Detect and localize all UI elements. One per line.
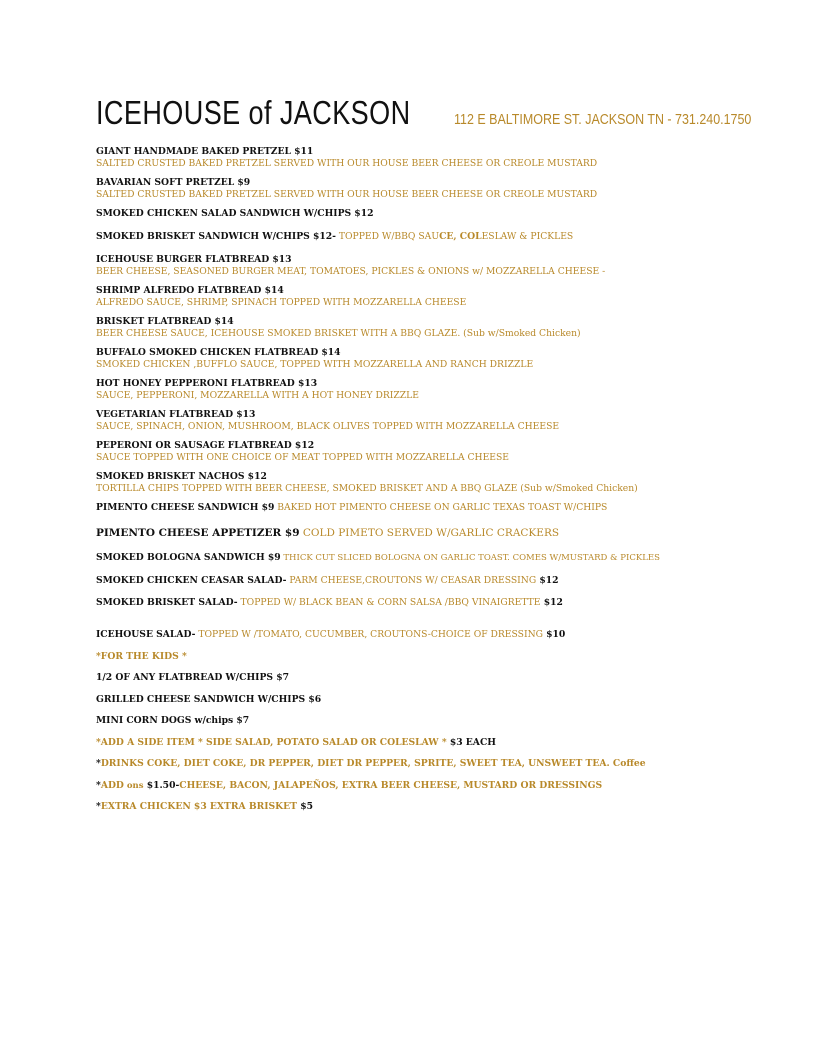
menu-item	[96, 208, 736, 220]
item-name: SHRIMP ALFREDO FLATBREAD $14	[96, 285, 284, 296]
item-description: TORTILLA CHIPS TOPPED WITH BEER CHEESE, SMOKED BRISKET AND A BBQ GLAZE (Sub w/Smoked Chicken)	[96, 483, 638, 494]
item-description: BAKED HOT PIMENTO CHEESE ON GARLIC TEXAS TOAST W/CHIPS	[274, 502, 608, 513]
restaurant-title: ICEHOUSE of JACKSON	[96, 94, 411, 131]
kids-item: 1/2 OF ANY FLATBREAD W/CHIPS $7	[96, 672, 289, 683]
item-description: TOPPED W /TOMATO, CUCUMBER, CROUTONS-CHOICE OF DRESSING	[195, 629, 543, 640]
item-description: TOPPED W/ BLACK BEAN & CORN SALSA /BBQ VINAIGRETTE	[237, 597, 541, 608]
restaurant-address: 112 E BALTIMORE ST. JACKSON TN - 731.240.1750	[453, 112, 751, 128]
menu-item	[96, 316, 736, 339]
item-description: THICK CUT SLICED BOLOGNA ON GARLIC TOAST. COMES W/MUSTARD & PICKLES	[280, 553, 660, 563]
item-price: $12	[536, 575, 559, 586]
item-name: SMOKED BRISKET SANDWICH W/CHIPS $12-	[96, 231, 336, 242]
menu-header	[96, 94, 751, 132]
item-name-with-inline-desc	[96, 502, 736, 514]
bullet-star: *	[96, 779, 101, 791]
bullet-star: *	[96, 801, 101, 812]
item-name: SMOKED CHICKEN CEASAR SALAD-	[96, 575, 287, 586]
item-name: PEPERONI OR SAUSAGE FLATBREAD $12	[96, 440, 315, 451]
item-name: ICEHOUSE BURGER FLATBREAD $13	[96, 254, 292, 265]
brisket-salad-line	[96, 597, 736, 609]
bullet-star: *	[96, 758, 101, 769]
item-description: SAUCE, SPINACH, ONION, MUSHROOM, BLACK OLIVES TOPPED WITH MOZZARELLA CHEESE	[96, 421, 560, 432]
menu-item	[96, 347, 736, 370]
addons-label-suffix: ons	[123, 780, 144, 791]
menu-item	[96, 502, 736, 514]
caesar-line	[96, 575, 736, 587]
extra-meat-text: EXTRA CHICKEN $3 EXTRA BRISKET	[100, 801, 298, 812]
side-line	[96, 737, 736, 749]
item-description: SAUCE TOPPED WITH ONE CHOICE OF MEAT TOPPED WITH MOZZARELLA CHEESE	[96, 452, 509, 463]
menu-page	[96, 94, 751, 823]
item-name: VEGETARIAN FLATBREAD $13	[96, 409, 256, 420]
kids-heading: *FOR THE KIDS *	[96, 650, 187, 662]
addons-text: CHEESE, BACON, JALAPEÑOS, EXTRA BEER CHEESE, MUSTARD OR DRESSINGS	[179, 779, 603, 791]
menu-item	[96, 146, 736, 169]
item-price: $10	[542, 629, 566, 640]
menu-item	[96, 254, 736, 277]
item-description: BEER CHEESE, SEASONED BURGER MEAT, TOMATOES, PICKLES & ONIONS w/ MOZZARELLA CHEESE -	[96, 266, 606, 277]
item-name: PIMENTO CHEESE SANDWICH $9	[96, 502, 275, 513]
item-description: SAUCE, PEPPERONI, MOZZARELLA WITH A HOT HONEY DRIZZLE	[96, 390, 419, 401]
item-description: COLD PIMETO SERVED W/GARLIC CRACKERS	[299, 527, 560, 539]
drinks-line	[96, 758, 736, 770]
item-description: SMOKED CHICKEN ,BUFFLO SAUCE, TOPPED WITH MOZZARELLA AND RANCH DRIZZLE	[96, 359, 534, 370]
addons-price: $1.50-	[143, 779, 180, 791]
appetizer-line	[96, 526, 736, 540]
extra-meat-price: $5	[297, 801, 313, 812]
addons-label: ADD	[100, 779, 124, 791]
item-description: ALFREDO SAUCE, SHRIMP, SPINACH TOPPED WITH MOZZARELLA CHEESE	[96, 297, 467, 308]
item-description: ESLAW & PICKLES	[481, 231, 574, 242]
item-name: BAVARIAN SOFT PRETZEL $9	[96, 177, 251, 188]
side-price: $3 EACH	[446, 736, 496, 748]
item-description: TOPPED W/BBQ SAU	[335, 231, 440, 242]
item-name: SMOKED BOLOGNA SANDWICH $9	[96, 552, 281, 563]
bologna-line	[96, 552, 736, 564]
item-name: BUFFALO SMOKED CHICKEN FLATBREAD $14	[96, 347, 341, 358]
drinks-text: DRINKS COKE, DIET COKE, DR PEPPER, DIET DR PEPPER, SPRITE, SWEET TEA, UNSWEET TEA. Coffee	[100, 758, 646, 769]
item-name-with-inline-desc	[96, 231, 736, 243]
item-name: SMOKED CHICKEN SALAD SANDWICH W/CHIPS $12	[96, 208, 374, 219]
menu-item	[96, 285, 736, 308]
item-name: BRISKET FLATBREAD $14	[96, 316, 234, 327]
menu-item	[96, 231, 736, 243]
menu-item	[96, 471, 736, 494]
item-description: SALTED CRUSTED BAKED PRETZEL SERVED WITH OUR HOUSE BEER CHEESE OR CREOLE MUSTARD	[96, 158, 598, 169]
menu-item	[96, 409, 736, 432]
item-price: $12	[540, 597, 563, 608]
item-name: SMOKED BRISKET NACHOS $12	[96, 471, 267, 482]
item-name: PIMENTO CHEESE APPETIZER $9	[96, 527, 300, 539]
addons-line	[96, 780, 736, 792]
item-description: PARM CHEESE,CROUTONS W/ CEASAR DRESSING	[286, 575, 537, 586]
icehouse-salad-line	[96, 629, 736, 641]
item-name: GIANT HANDMADE BAKED PRETZEL $11	[96, 146, 314, 157]
menu-item	[96, 177, 736, 200]
item-name: SMOKED BRISKET SALAD-	[96, 597, 238, 608]
item-name: HOT HONEY PEPPERONI FLATBREAD $13	[96, 378, 318, 389]
kids-item: GRILLED CHEESE SANDWICH W/CHIPS $6	[96, 693, 322, 705]
item-description: SALTED CRUSTED BAKED PRETZEL SERVED WITH OUR HOUSE BEER CHEESE OR CREOLE MUSTARD	[96, 189, 598, 200]
item-name: ICEHOUSE SALAD-	[96, 629, 196, 640]
item-description-bold: CE, COL	[439, 231, 482, 242]
item-description: BEER CHEESE SAUCE, ICEHOUSE SMOKED BRISKET WITH A BBQ GLAZE. (Sub w/Smoked Chicken)	[96, 328, 581, 339]
kids-item: MINI CORN DOGS w/chips $7	[96, 715, 250, 726]
menu-item	[96, 440, 736, 463]
menu-item	[96, 378, 736, 401]
extra-meat-line	[96, 801, 736, 813]
side-text: *ADD A SIDE ITEM * SIDE SALAD, POTATO SALAD OR COLESLAW *	[96, 736, 447, 748]
